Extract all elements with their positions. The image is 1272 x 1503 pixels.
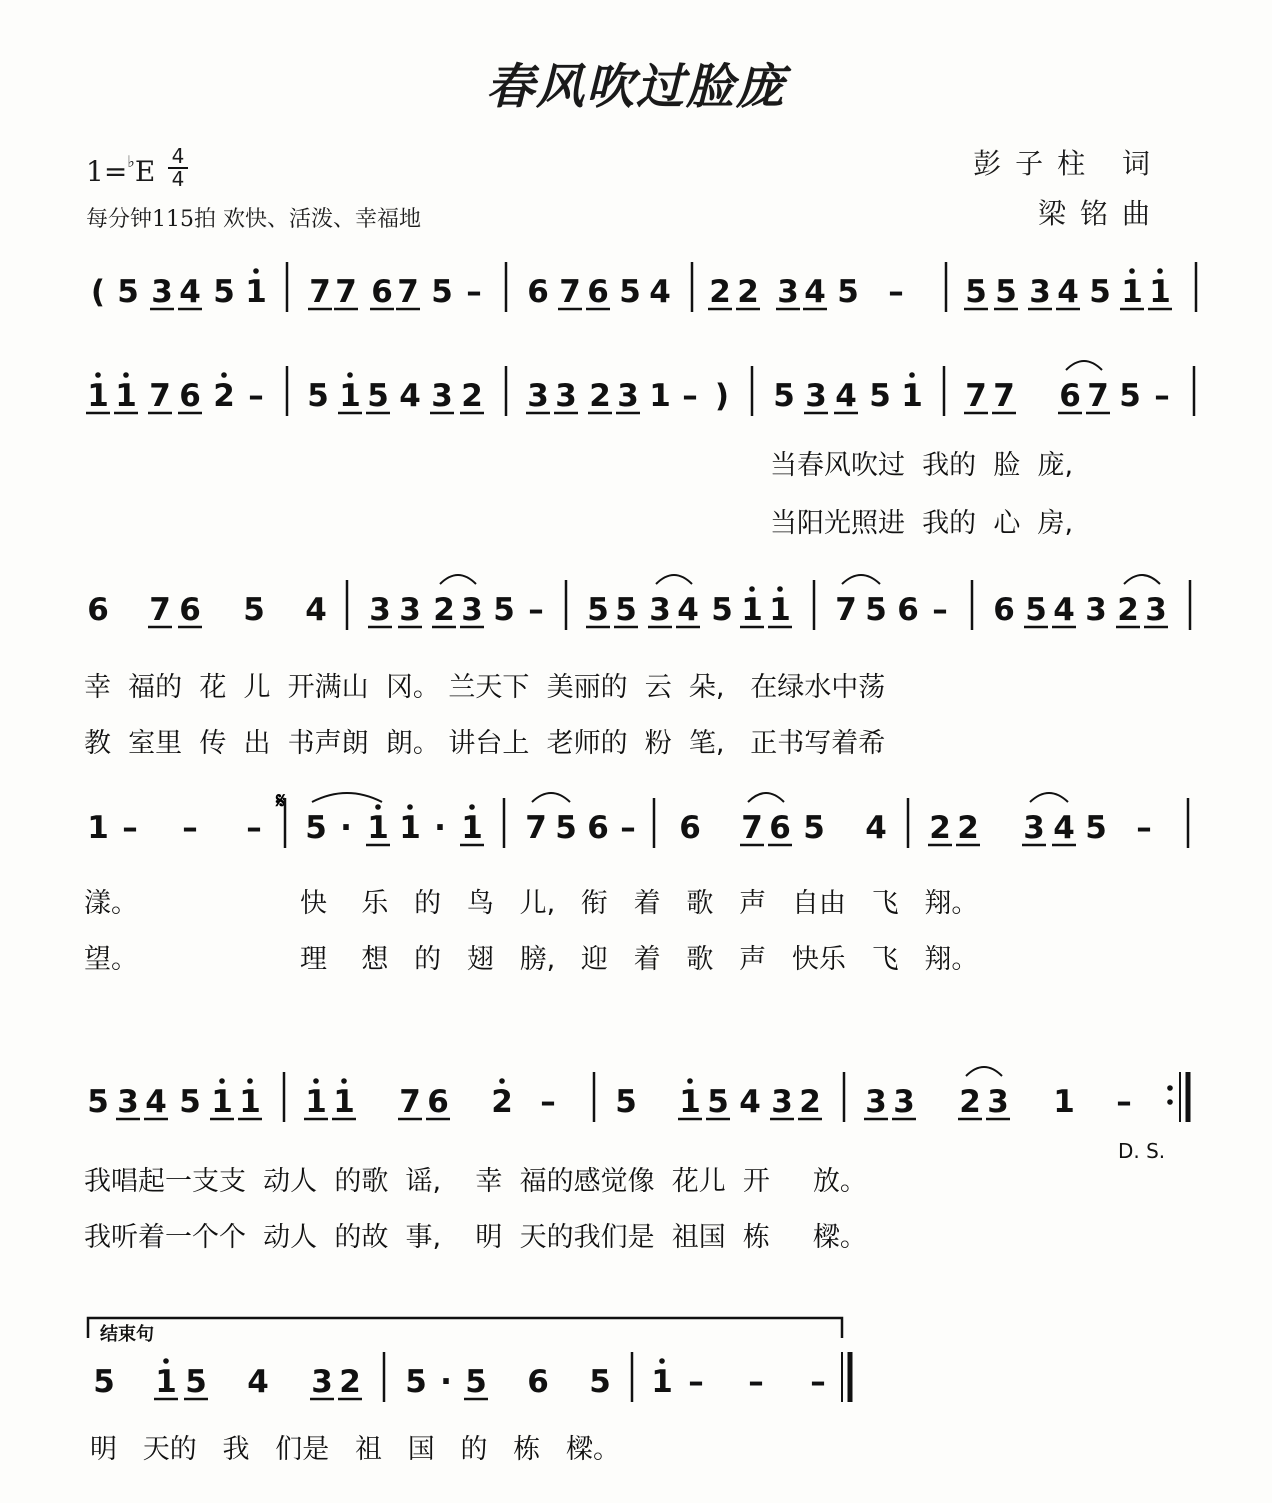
note: 2 <box>339 1364 361 1400</box>
note: 5 <box>243 592 265 628</box>
segno-sign: 𝄋 <box>276 789 286 814</box>
dash-extension: – <box>528 592 544 628</box>
note: 1 <box>87 810 109 846</box>
note: 3 <box>117 1084 139 1120</box>
note: 5 <box>367 378 389 414</box>
note: 1 <box>461 810 483 846</box>
note: 3 <box>987 1084 1009 1120</box>
lyric-line: 理 想 的 翅 膀, 迎 着 歌 声 快乐 飞 翔。 <box>300 944 979 975</box>
note: 5 <box>213 274 235 310</box>
note: 4 <box>399 378 421 414</box>
octave-dot <box>469 804 475 810</box>
octave-dot <box>347 372 353 378</box>
octave-dot <box>1129 268 1135 274</box>
note: 1 <box>901 378 923 414</box>
octave-dot <box>499 1078 505 1084</box>
octave-dot <box>375 804 381 810</box>
note: 4 <box>1053 592 1075 628</box>
octave-dot <box>221 372 227 378</box>
lyric-line: 幸 福的 花 儿 开满山 冈。 兰天下 美丽的 云 朵, 在绿水中荡 <box>84 672 886 703</box>
note: 3 <box>617 378 639 414</box>
note: 2 <box>213 378 235 414</box>
song-title: 春风吹过脸庞 <box>485 59 786 115</box>
note: 5 <box>707 1084 729 1120</box>
note: 6 <box>427 1084 449 1120</box>
note: 2 <box>491 1084 513 1120</box>
note: 4 <box>305 592 327 628</box>
note: 5 <box>589 1364 611 1400</box>
dash-extension: – <box>540 1084 556 1120</box>
slur <box>1124 575 1160 584</box>
lyricist-credit: 彭子柱 词 <box>973 147 1164 180</box>
note: 5 <box>87 1084 109 1120</box>
note: 1 <box>741 592 763 628</box>
dash-extension: – <box>182 810 198 846</box>
dash-extension: – <box>810 1364 826 1400</box>
note: 5 <box>837 274 859 310</box>
lyric-line: 教 室里 传 出 书声朗 朗。 讲台上 老师的 粉 笔, 正书写着希 <box>84 728 886 759</box>
note: 4 <box>1057 274 1079 310</box>
note: 5 <box>555 810 577 846</box>
slur <box>1066 361 1102 370</box>
note: 2 <box>799 1084 821 1120</box>
note: 3 <box>527 378 549 414</box>
lyric-line: 当阳光照进 我的 心 房, <box>770 508 1074 539</box>
flat-sign: ♭ <box>127 152 135 171</box>
note: 6 <box>993 592 1015 628</box>
note: 4 <box>179 274 201 310</box>
note: 7 <box>399 1084 421 1120</box>
note: 1 <box>399 810 421 846</box>
note: 5 <box>615 592 637 628</box>
note: 5 <box>431 274 453 310</box>
ds-mark: D. S. <box>1118 1139 1166 1163</box>
composer-credit: 梁铭曲 <box>1037 197 1164 230</box>
meter-bottom: 4 <box>171 167 185 191</box>
note: 7 <box>335 274 357 310</box>
lyric-line: 漾。 <box>84 888 138 919</box>
note: 5 <box>869 378 891 414</box>
note: 5 <box>587 592 609 628</box>
note: 1 <box>155 1364 177 1400</box>
note: 1 <box>115 378 137 414</box>
note: 5 <box>93 1364 115 1400</box>
note: 5 <box>117 274 139 310</box>
note: 5 <box>1119 378 1141 414</box>
octave-dot <box>407 804 413 810</box>
note: 6 <box>179 378 201 414</box>
note: 3 <box>777 274 799 310</box>
note: 7 <box>309 274 331 310</box>
dash-extension: – <box>1116 1084 1132 1120</box>
note: 5 <box>179 1084 201 1120</box>
note: 3 <box>461 592 483 628</box>
note: 7 <box>149 592 171 628</box>
octave-dot <box>909 372 915 378</box>
lyrics-layer <box>84 450 1073 1465</box>
note: 6 <box>769 810 791 846</box>
octave-dot <box>1157 268 1163 274</box>
note: 4 <box>677 592 699 628</box>
slur <box>532 793 570 802</box>
dash-extension: – <box>122 810 138 846</box>
note: 5 <box>965 274 987 310</box>
note: 4 <box>247 1364 269 1400</box>
note: 2 <box>737 274 759 310</box>
lyric-line: 望。 <box>84 944 138 975</box>
slur <box>748 793 784 802</box>
note: 3 <box>151 274 173 310</box>
lyric-line: 明 天的 我 们是 祖 国 的 栋 樑。 <box>90 1434 620 1465</box>
note: 3 <box>399 592 421 628</box>
note: 7 <box>741 810 763 846</box>
octave-dot <box>219 1078 225 1084</box>
note: 7 <box>397 274 419 310</box>
note: 2 <box>957 810 979 846</box>
note: 3 <box>431 378 453 414</box>
note: 1 <box>211 1084 233 1120</box>
octave-dot <box>313 1078 319 1084</box>
note: 5 <box>711 592 733 628</box>
note: 1 <box>651 1364 673 1400</box>
note: 6 <box>371 274 393 310</box>
note: 4 <box>145 1084 167 1120</box>
lyric-line: 快 乐 的 鸟 儿, 衔 着 歌 声 自由 飞 翔。 <box>300 888 979 919</box>
dash-extension: – <box>466 274 482 310</box>
note: 1 <box>339 378 361 414</box>
note: 1 <box>1053 1084 1075 1120</box>
note: 5 <box>1025 592 1047 628</box>
lyric-line: 当春风吹过 我的 脸 庞, <box>770 450 1074 481</box>
note: 2 <box>461 378 483 414</box>
note: 1 <box>239 1084 261 1120</box>
slur <box>1030 793 1068 802</box>
dash-extension: – <box>748 1364 764 1400</box>
dash-extension: – <box>688 1364 704 1400</box>
key-prefix: 1= <box>86 155 128 188</box>
note: 2 <box>959 1084 981 1120</box>
dash-extension: – <box>932 592 948 628</box>
note: 2 <box>929 810 951 846</box>
note: 3 <box>555 378 577 414</box>
dash-extension: – <box>248 378 264 414</box>
note: 5 <box>865 592 887 628</box>
slur <box>312 793 382 802</box>
note: 3 <box>865 1084 887 1120</box>
note: 3 <box>1023 810 1045 846</box>
slur <box>440 575 476 584</box>
dash-extension: – <box>1154 378 1170 414</box>
note: 1 <box>649 378 671 414</box>
note: 7 <box>993 378 1015 414</box>
note: 1 <box>245 274 267 310</box>
note: 1 <box>679 1084 701 1120</box>
dash-extension: – <box>888 274 904 310</box>
note: 6 <box>1059 378 1081 414</box>
note: 3 <box>369 592 391 628</box>
dash-extension: – <box>246 810 262 846</box>
note: 4 <box>739 1084 761 1120</box>
note: 5 <box>773 378 795 414</box>
dash-extension: – <box>1136 810 1152 846</box>
final-barline <box>842 1352 850 1402</box>
note: 3 <box>1085 592 1107 628</box>
note: 2 <box>589 378 611 414</box>
octave-dot <box>341 1078 347 1084</box>
repeat-end-barline <box>1167 1072 1188 1122</box>
note: 7 <box>149 378 171 414</box>
ending-bracket <box>88 1318 842 1345</box>
note: 1 <box>769 592 791 628</box>
ending-label: 结束句 <box>100 1324 154 1345</box>
octave-dot <box>163 1358 169 1364</box>
note: 6 <box>587 810 609 846</box>
note: ( <box>90 274 106 310</box>
dot-mark: · <box>434 810 446 846</box>
note: 4 <box>865 810 887 846</box>
lyric-line: 我唱起一支支 动人 的歌 谣, 幸 福的感觉像 花儿 开 放。 <box>84 1166 867 1197</box>
octave-dot <box>687 1078 693 1084</box>
note: 6 <box>679 810 701 846</box>
note: 5 <box>619 274 641 310</box>
note: 5 <box>803 810 825 846</box>
note: 2 <box>1117 592 1139 628</box>
note: 7 <box>1087 378 1109 414</box>
tempo-marking: 每分钟115拍 欢快、活泼、幸福地 <box>86 207 421 232</box>
octave-dot <box>123 372 129 378</box>
meter-top: 4 <box>168 146 188 169</box>
note: 5 <box>615 1084 637 1120</box>
note: 3 <box>805 378 827 414</box>
note: 5 <box>405 1364 427 1400</box>
note: 3 <box>311 1364 333 1400</box>
note: 6 <box>527 1364 549 1400</box>
key-note: E <box>134 155 156 188</box>
note: 3 <box>1029 274 1051 310</box>
note: 3 <box>893 1084 915 1120</box>
note: 5 <box>307 378 329 414</box>
slur <box>842 575 880 584</box>
slur <box>966 1067 1002 1076</box>
note: 5 <box>995 274 1017 310</box>
note: 7 <box>525 810 547 846</box>
note: 6 <box>587 274 609 310</box>
note: 5 <box>1089 274 1111 310</box>
note: 3 <box>1145 592 1167 628</box>
octave-dot <box>247 1078 253 1084</box>
octave-dot <box>95 372 101 378</box>
note: 1 <box>1149 274 1171 310</box>
note: 7 <box>835 592 857 628</box>
note: 7 <box>965 378 987 414</box>
note: 4 <box>804 274 826 310</box>
note: 7 <box>559 274 581 310</box>
note: 6 <box>897 592 919 628</box>
note: 5 <box>1085 810 1107 846</box>
note: 1 <box>367 810 389 846</box>
note: 6 <box>179 592 201 628</box>
note: 6 <box>87 592 109 628</box>
note: 3 <box>771 1084 793 1120</box>
note: ) <box>714 378 730 414</box>
note: 2 <box>433 592 455 628</box>
note: 5 <box>465 1364 487 1400</box>
note: 1 <box>87 378 109 414</box>
note: 5 <box>305 810 327 846</box>
note: 1 <box>1121 274 1143 310</box>
note: 4 <box>649 274 671 310</box>
dash-extension: – <box>682 378 698 414</box>
octave-dot <box>253 268 259 274</box>
note: 4 <box>1053 810 1075 846</box>
note: 5 <box>493 592 515 628</box>
slur <box>656 575 692 584</box>
note: 1 <box>305 1084 327 1120</box>
note: 3 <box>649 592 671 628</box>
note: 2 <box>709 274 731 310</box>
lyric-line: 我听着一个个 动人 的故 事, 明 天的我们是 祖国 栋 樑。 <box>84 1222 867 1253</box>
note: 4 <box>835 378 857 414</box>
dot-mark: · <box>340 810 352 846</box>
octave-dot <box>777 586 783 592</box>
note: 5 <box>185 1364 207 1400</box>
note: 1 <box>333 1084 355 1120</box>
octave-dot <box>749 586 755 592</box>
note: 6 <box>527 274 549 310</box>
dash-extension: – <box>620 810 636 846</box>
octave-dot <box>659 1358 665 1364</box>
dot-mark: · <box>440 1364 452 1400</box>
